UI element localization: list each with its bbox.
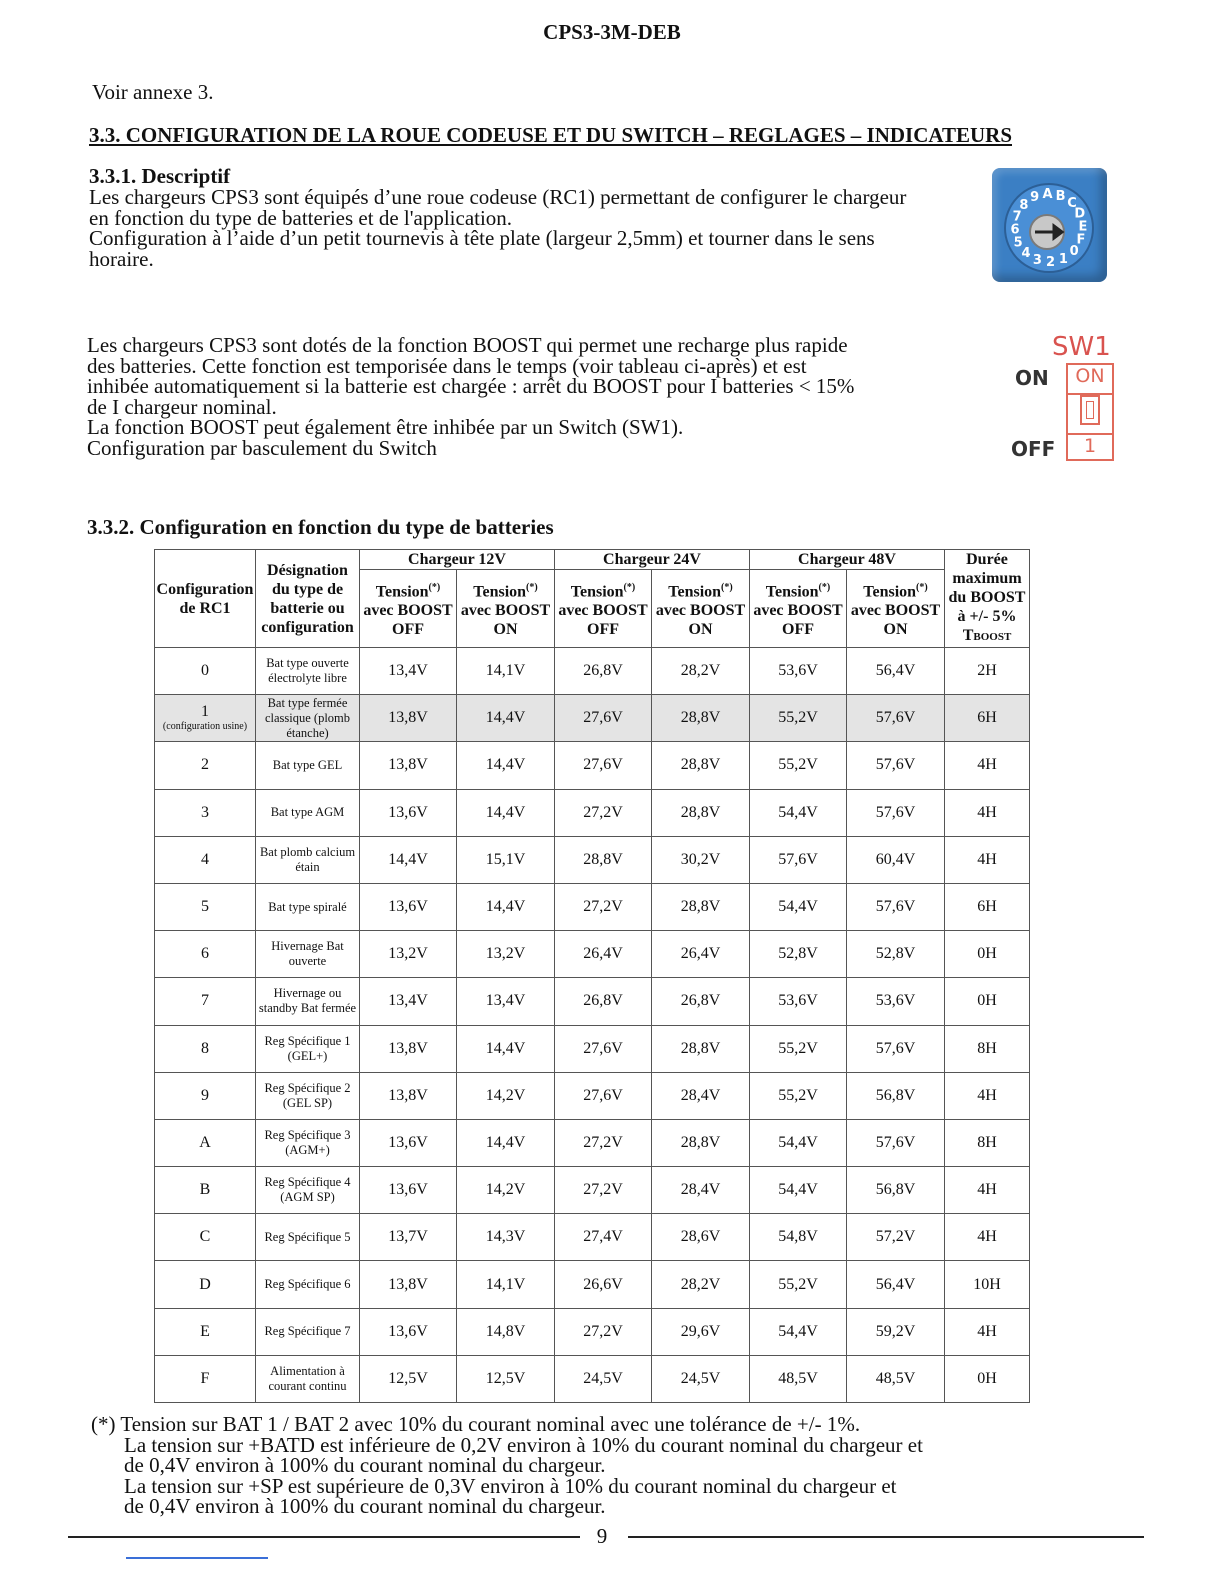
designation-cell: Bat type fermée classique (plomb étanche) [256,695,360,742]
duration-cell: 8H [945,1025,1030,1072]
wheel-digit: A [1042,187,1053,202]
config-cell [155,1119,256,1166]
designation-cell: Hivernage ou standby Bat fermée [256,978,360,1025]
voltage-cell: 14,4V [457,695,555,742]
designation-cell: Reg Spécifique 5 [256,1214,360,1261]
table-row [155,695,1030,742]
voltage-cell: 13,2V [360,931,457,978]
header-designation [256,550,360,648]
switch-box-position: 1 [1083,435,1097,457]
designation-cell: Reg Spécifique 1 (GEL+) [256,1025,360,1072]
voltage-cell: 29,6V [652,1308,750,1355]
voltage-cell: 24,5V [652,1355,750,1402]
designation-cell: Reg Spécifique 2 (GEL SP) [256,1072,360,1119]
header-text: Désignation [267,561,348,579]
voltage-cell: 13,8V [360,742,457,789]
voltage-cell: 13,6V [360,1119,457,1166]
wheel-digit: 6 [1010,222,1020,238]
wheel-digit: F [1076,232,1086,248]
voltage-cell: 27,2V [555,1119,652,1166]
header-duration [945,550,1030,648]
voltage-cell: 54,4V [750,883,847,930]
config-cell [155,978,256,1025]
header-group-48v: Chargeur 48V [750,550,945,570]
voltage-cell: 57,6V [847,1025,945,1072]
text-line: Configuration par basculement du Switch [87,435,437,460]
header-text: avec BOOST [753,602,843,620]
config-cell [155,1261,256,1308]
switch-label: SW1 [1052,332,1111,362]
header-text: de RC1 [179,599,231,617]
voltage-cell: 55,2V [750,695,847,742]
config-code: 6 [201,945,209,963]
voltage-cell: 26,8V [652,978,750,1025]
voltage-cell: 28,8V [652,1025,750,1072]
header-text: configuration [261,618,354,636]
voltage-cell: 27,2V [555,1167,652,1214]
table-row [155,1308,1030,1355]
voltage-cell: 14,1V [457,1261,555,1308]
table-row [155,836,1030,883]
table-row [155,1025,1030,1072]
header-text: Tension [863,583,917,601]
header-text: avec BOOST [850,602,941,620]
voltage-cell: 54,8V [750,1214,847,1261]
header-text: Tension [473,583,527,601]
wheel-digit: 5 [1013,235,1023,251]
voltage-cell: 54,4V [750,1167,847,1214]
config-cell [155,1308,256,1355]
voltage-cell: 53,6V [750,978,847,1025]
voltage-cell: 57,6V [847,883,945,930]
page-title: CPS3-3M-DEB [543,20,681,44]
voltage-cell: 57,6V [847,742,945,789]
designation-cell: Bat type ouverte électrolyte libre [256,648,360,695]
voltage-cell: 57,6V [847,695,945,742]
table-row [155,648,1030,695]
footnote-line: de 0,4V environ à 100% du courant nominal du chargeur. [124,1494,606,1518]
config-cell [155,931,256,978]
header-text: Tension [765,583,819,601]
designation-cell: Reg Spécifique 6 [256,1261,360,1308]
voltage-cell: 14,2V [457,1167,555,1214]
voltage-cell: 14,4V [457,742,555,789]
config-code: 8 [201,1039,209,1057]
voltage-cell: 13,6V [360,883,457,930]
wheel-digit: 0 [1069,244,1079,259]
voltage-cell: 13,6V [360,789,457,836]
header-subscript: BOOST [973,631,1012,643]
voltage-cell: 28,8V [555,836,652,883]
wheel-digit: 3 [1032,252,1042,268]
config-cell [155,883,256,930]
table-row [155,1072,1030,1119]
voltage-cell: 28,8V [652,1119,750,1166]
boost-paragraph [87,335,987,458]
config-cell [155,1214,256,1261]
voltage-cell: 57,2V [847,1214,945,1261]
header-text: Tension [668,583,722,601]
voltage-cell: 28,2V [652,648,750,695]
voltage-cell: 48,5V [750,1355,847,1402]
text-line: horaire. [89,246,154,271]
footnote-marker: (*) [623,582,636,594]
header-config [155,550,256,648]
wheel-digit: E [1078,219,1088,235]
voltage-cell: 14,1V [457,648,555,695]
header-tension-off [750,570,847,648]
voltage-cell: 28,8V [652,742,750,789]
voltage-cell: 48,5V [847,1355,945,1402]
text-line: des batteries. Cette fonction est temporisée dans le temps (voir tableau ci-après) et est [87,353,807,378]
voltage-cell: 28,6V [652,1214,750,1261]
voltage-cell: 12,5V [360,1355,457,1402]
section-3-3-2-heading: 3.3.2. Configuration en fonction du type de batteries [87,515,554,539]
config-cell [155,1072,256,1119]
config-code: E [200,1322,210,1340]
config-code: 0 [201,662,209,680]
voltage-cell: 30,2V [652,836,750,883]
config-code: 4 [201,850,209,868]
config-code: C [199,1228,211,1246]
voltage-cell: 55,2V [750,1261,847,1308]
voltage-cell: 56,4V [847,648,945,695]
voltage-cell: 14,4V [457,1119,555,1166]
voltage-cell: 54,4V [750,1308,847,1355]
config-code: 2 [201,756,209,774]
header-group-24v: Chargeur 24V [555,550,750,570]
annex-reference: Voir annexe 3. [92,80,214,104]
voltage-cell: 27,6V [555,695,652,742]
config-cell [155,648,256,695]
header-text: avec BOOST [558,602,648,620]
table-row [155,1261,1030,1308]
header-text: OFF [782,621,814,639]
section-3-3-1-heading: 3.3.1. Descriptif [89,164,231,188]
page-number: 9 [596,1524,608,1548]
header-text: avec BOOST [363,602,453,620]
designation-cell: Hivernage Bat ouverte [256,931,360,978]
voltage-cell: 57,6V [847,1119,945,1166]
voltage-cell: 27,6V [555,1025,652,1072]
header-text: Durée [966,551,1008,568]
duration-cell: 4H [945,1167,1030,1214]
text-line: Configuration à l’aide d’un petit tournevis à tête plate (largeur 2,5mm) et tourner dans le sens [89,226,875,250]
designation-cell: Reg Spécifique 4 (AGM SP) [256,1167,360,1214]
header-text: OFF [587,621,619,639]
voltage-cell: 56,8V [847,1167,945,1214]
voltage-cell: 54,4V [750,789,847,836]
switch-box-on: ON [1075,365,1105,387]
config-code: 7 [201,992,209,1010]
config-note: (configuration usine) [162,721,248,733]
footnote-line: de 0,4V environ à 100% du courant nominal du chargeur. [124,1453,606,1477]
voltage-cell: 26,6V [555,1261,652,1308]
header-tension-on [652,570,750,648]
voltage-cell: 28,2V [652,1261,750,1308]
voltage-cell: 28,8V [652,695,750,742]
voltage-cell: 27,6V [555,1072,652,1119]
wheel-digit: B [1055,189,1066,205]
rotary-wheel-graphic [992,168,1107,282]
text-line: La fonction BOOST peut également être inhibée par un Switch (SW1). [87,415,684,439]
wheel-digit: 1 [1058,251,1068,267]
config-code: F [200,1369,210,1387]
table-row [155,883,1030,930]
designation-cell: Bat type GEL [256,742,360,789]
header-text: avec BOOST [460,602,551,620]
duration-cell: 10H [945,1261,1030,1308]
table-row [155,742,1030,789]
voltage-cell: 56,4V [847,1261,945,1308]
wheel-digit: 8 [1019,198,1029,213]
voltage-cell: 13,8V [360,1261,457,1308]
voltage-cell: 14,4V [360,836,457,883]
voltage-cell: 26,8V [555,648,652,695]
duration-cell: 0H [945,1355,1030,1402]
voltage-cell: 27,2V [555,1308,652,1355]
voltage-cell: 26,8V [555,978,652,1025]
voltage-cell: 28,4V [652,1072,750,1119]
header-group-12v: Chargeur 12V [360,550,555,570]
rotary-coding-wheel-image [992,168,1107,282]
voltage-cell: 52,8V [750,931,847,978]
voltage-cell: 13,6V [360,1167,457,1214]
voltage-cell: 28,8V [652,883,750,930]
voltage-cell: 26,4V [555,931,652,978]
table-row [155,1119,1030,1166]
voltage-cell: 28,4V [652,1167,750,1214]
section-3-3-heading: 3.3. CONFIGURATION DE LA ROUE CODEUSE ET DU SWITCH – REGLAGES – INDICATEURS [89,123,1012,147]
battery-configuration-table [154,549,1030,1403]
voltage-cell: 14,8V [457,1308,555,1355]
voltage-cell: 27,4V [555,1214,652,1261]
wheel-digit: C [1067,195,1077,211]
footnote-line: (*) Tension sur BAT 1 / BAT 2 avec 10% du courant nominal avec une tolérance de +/- 1%. [91,1412,861,1436]
dip-switch-diagram [1066,363,1114,461]
table-row [155,1355,1030,1402]
duration-cell: 0H [945,931,1030,978]
duration-cell: 2H [945,648,1030,695]
voltage-cell: 54,4V [750,1119,847,1166]
footnote-line: La tension sur +BATD est inférieure de 0,2V environ à 10% du courant nominal du chargeur et [124,1432,923,1457]
header-text: du BOOST [948,589,1026,606]
wheel-digit: 2 [1045,255,1056,270]
designation-cell: Alimentation à courant continu [256,1355,360,1402]
header-text: ON [883,621,908,639]
duration-cell: 4H [945,1308,1030,1355]
config-code: B [199,1181,211,1199]
voltage-cell: 15,1V [457,836,555,883]
footnote-marker: (*) [916,582,928,594]
voltage-cell: 55,2V [750,1072,847,1119]
voltage-cell: 14,3V [457,1214,555,1261]
voltage-cell: 27,6V [555,742,652,789]
voltage-cell: 55,2V [750,742,847,789]
config-code: D [199,1275,211,1293]
text-line: de I chargeur nominal. [87,394,277,419]
voltage-cell: 28,8V [652,789,750,836]
voltage-cell: 53,6V [847,978,945,1025]
wheel-digit: 7 [1012,209,1022,225]
designation-cell: Bat type spiralé [256,883,360,930]
duration-cell: 4H [945,742,1030,789]
config-cell [155,789,256,836]
switch-on-label: ON [1015,366,1049,390]
descriptif-paragraph [89,187,979,269]
footnote-line: La tension sur +SP est supérieure de 0,3V environ à 10% du courant nominal du chargeur et [124,1473,897,1498]
footer-rule [628,1536,1144,1538]
duration-cell: 4H [945,1072,1030,1119]
duration-cell: 4H [945,836,1030,883]
header-text: OFF [392,621,424,639]
header-text: batterie ou [270,599,345,617]
config-code: 9 [201,1086,209,1104]
duration-cell: 4H [945,1214,1030,1261]
table-row [155,931,1030,978]
header-text: Configuration [156,580,254,598]
voltage-cell: 57,6V [750,836,847,883]
config-cell [155,742,256,789]
header-text: Tension [375,583,429,601]
text-line: en fonction du type de batteries et de l'application. [89,205,513,230]
header-tension-on [457,570,555,648]
text-line: inhibée automatiquement si la batterie est chargée : arrêt du BOOST pour I batteries < 15% [87,374,855,398]
voltage-cell: 55,2V [750,1025,847,1072]
designation-cell: Reg Spécifique 7 [256,1308,360,1355]
table-row [155,789,1030,836]
header-tension-off [555,570,652,648]
footnote [91,1414,1091,1517]
header-tension-on [847,570,945,648]
config-cell [155,1025,256,1072]
header-text: maximum [952,570,1022,587]
switch-toggle-icon [1080,395,1100,425]
voltage-cell: 57,6V [847,789,945,836]
voltage-cell: 24,5V [555,1355,652,1402]
switch-off-label: OFF [1011,437,1056,461]
voltage-cell: 27,2V [555,883,652,930]
header-text: du type de [271,580,344,598]
voltage-cell: 13,4V [457,978,555,1025]
table-row [155,978,1030,1025]
text-line: Les chargeurs CPS3 sont équipés d’une roue codeuse (RC1) permettant de configurer le chargeur [89,185,907,209]
footer-link-rule [126,1557,268,1559]
voltage-cell: 13,4V [360,648,457,695]
duration-cell: 6H [945,883,1030,930]
header-text: avec BOOST [655,602,746,620]
config-code: A [199,1133,211,1151]
voltage-cell: 13,2V [457,931,555,978]
wheel-digit: 4 [1021,246,1031,262]
designation-cell: Bat type AGM [256,789,360,836]
header-text: ON [493,621,518,639]
voltage-cell: 27,2V [555,789,652,836]
voltage-cell: 52,8V [847,931,945,978]
duration-cell: 4H [945,789,1030,836]
text-line: Les chargeurs CPS3 sont dotés de la fonction BOOST qui permet une recharge plus rapide [87,333,848,357]
header-text: à +/- 5% [957,608,1017,625]
header-text: Tension [570,583,624,601]
voltage-cell: 14,4V [457,1025,555,1072]
wheel-digit: D [1074,206,1086,222]
header-text: ON [688,621,713,639]
header-text: T [962,627,974,644]
voltage-cell: 14,4V [457,789,555,836]
header-tension-off [360,570,457,648]
voltage-cell: 13,6V [360,1308,457,1355]
designation-cell: Bat plomb calcium étain [256,836,360,883]
voltage-cell: 13,8V [360,695,457,742]
config-cell [155,695,256,742]
voltage-cell: 13,7V [360,1214,457,1261]
voltage-cell: 13,4V [360,978,457,1025]
footnote-marker: (*) [818,582,831,594]
voltage-cell: 60,4V [847,836,945,883]
config-code: 3 [201,803,209,821]
config-code: 1 [201,703,209,721]
config-cell [155,836,256,883]
voltage-cell: 53,6V [750,648,847,695]
voltage-cell: 13,8V [360,1072,457,1119]
table-row [155,1167,1030,1214]
wheel-digit: 9 [1030,190,1040,206]
config-cell [155,1167,256,1214]
footnote-marker: (*) [526,582,538,594]
duration-cell: 8H [945,1119,1030,1166]
footer-rule [68,1536,580,1538]
table-row [155,1214,1030,1261]
voltage-cell: 14,2V [457,1072,555,1119]
voltage-cell: 14,4V [457,883,555,930]
footnote-marker: (*) [721,582,733,594]
footnote-marker: (*) [428,582,441,594]
config-cell [155,1355,256,1402]
voltage-cell: 13,8V [360,1025,457,1072]
voltage-cell: 56,8V [847,1072,945,1119]
duration-cell: 6H [945,695,1030,742]
designation-cell: Reg Spécifique 3 (AGM+) [256,1119,360,1166]
voltage-cell: 59,2V [847,1308,945,1355]
config-code: 5 [201,898,209,916]
voltage-cell: 26,4V [652,931,750,978]
voltage-cell: 12,5V [457,1355,555,1402]
duration-cell: 0H [945,978,1030,1025]
